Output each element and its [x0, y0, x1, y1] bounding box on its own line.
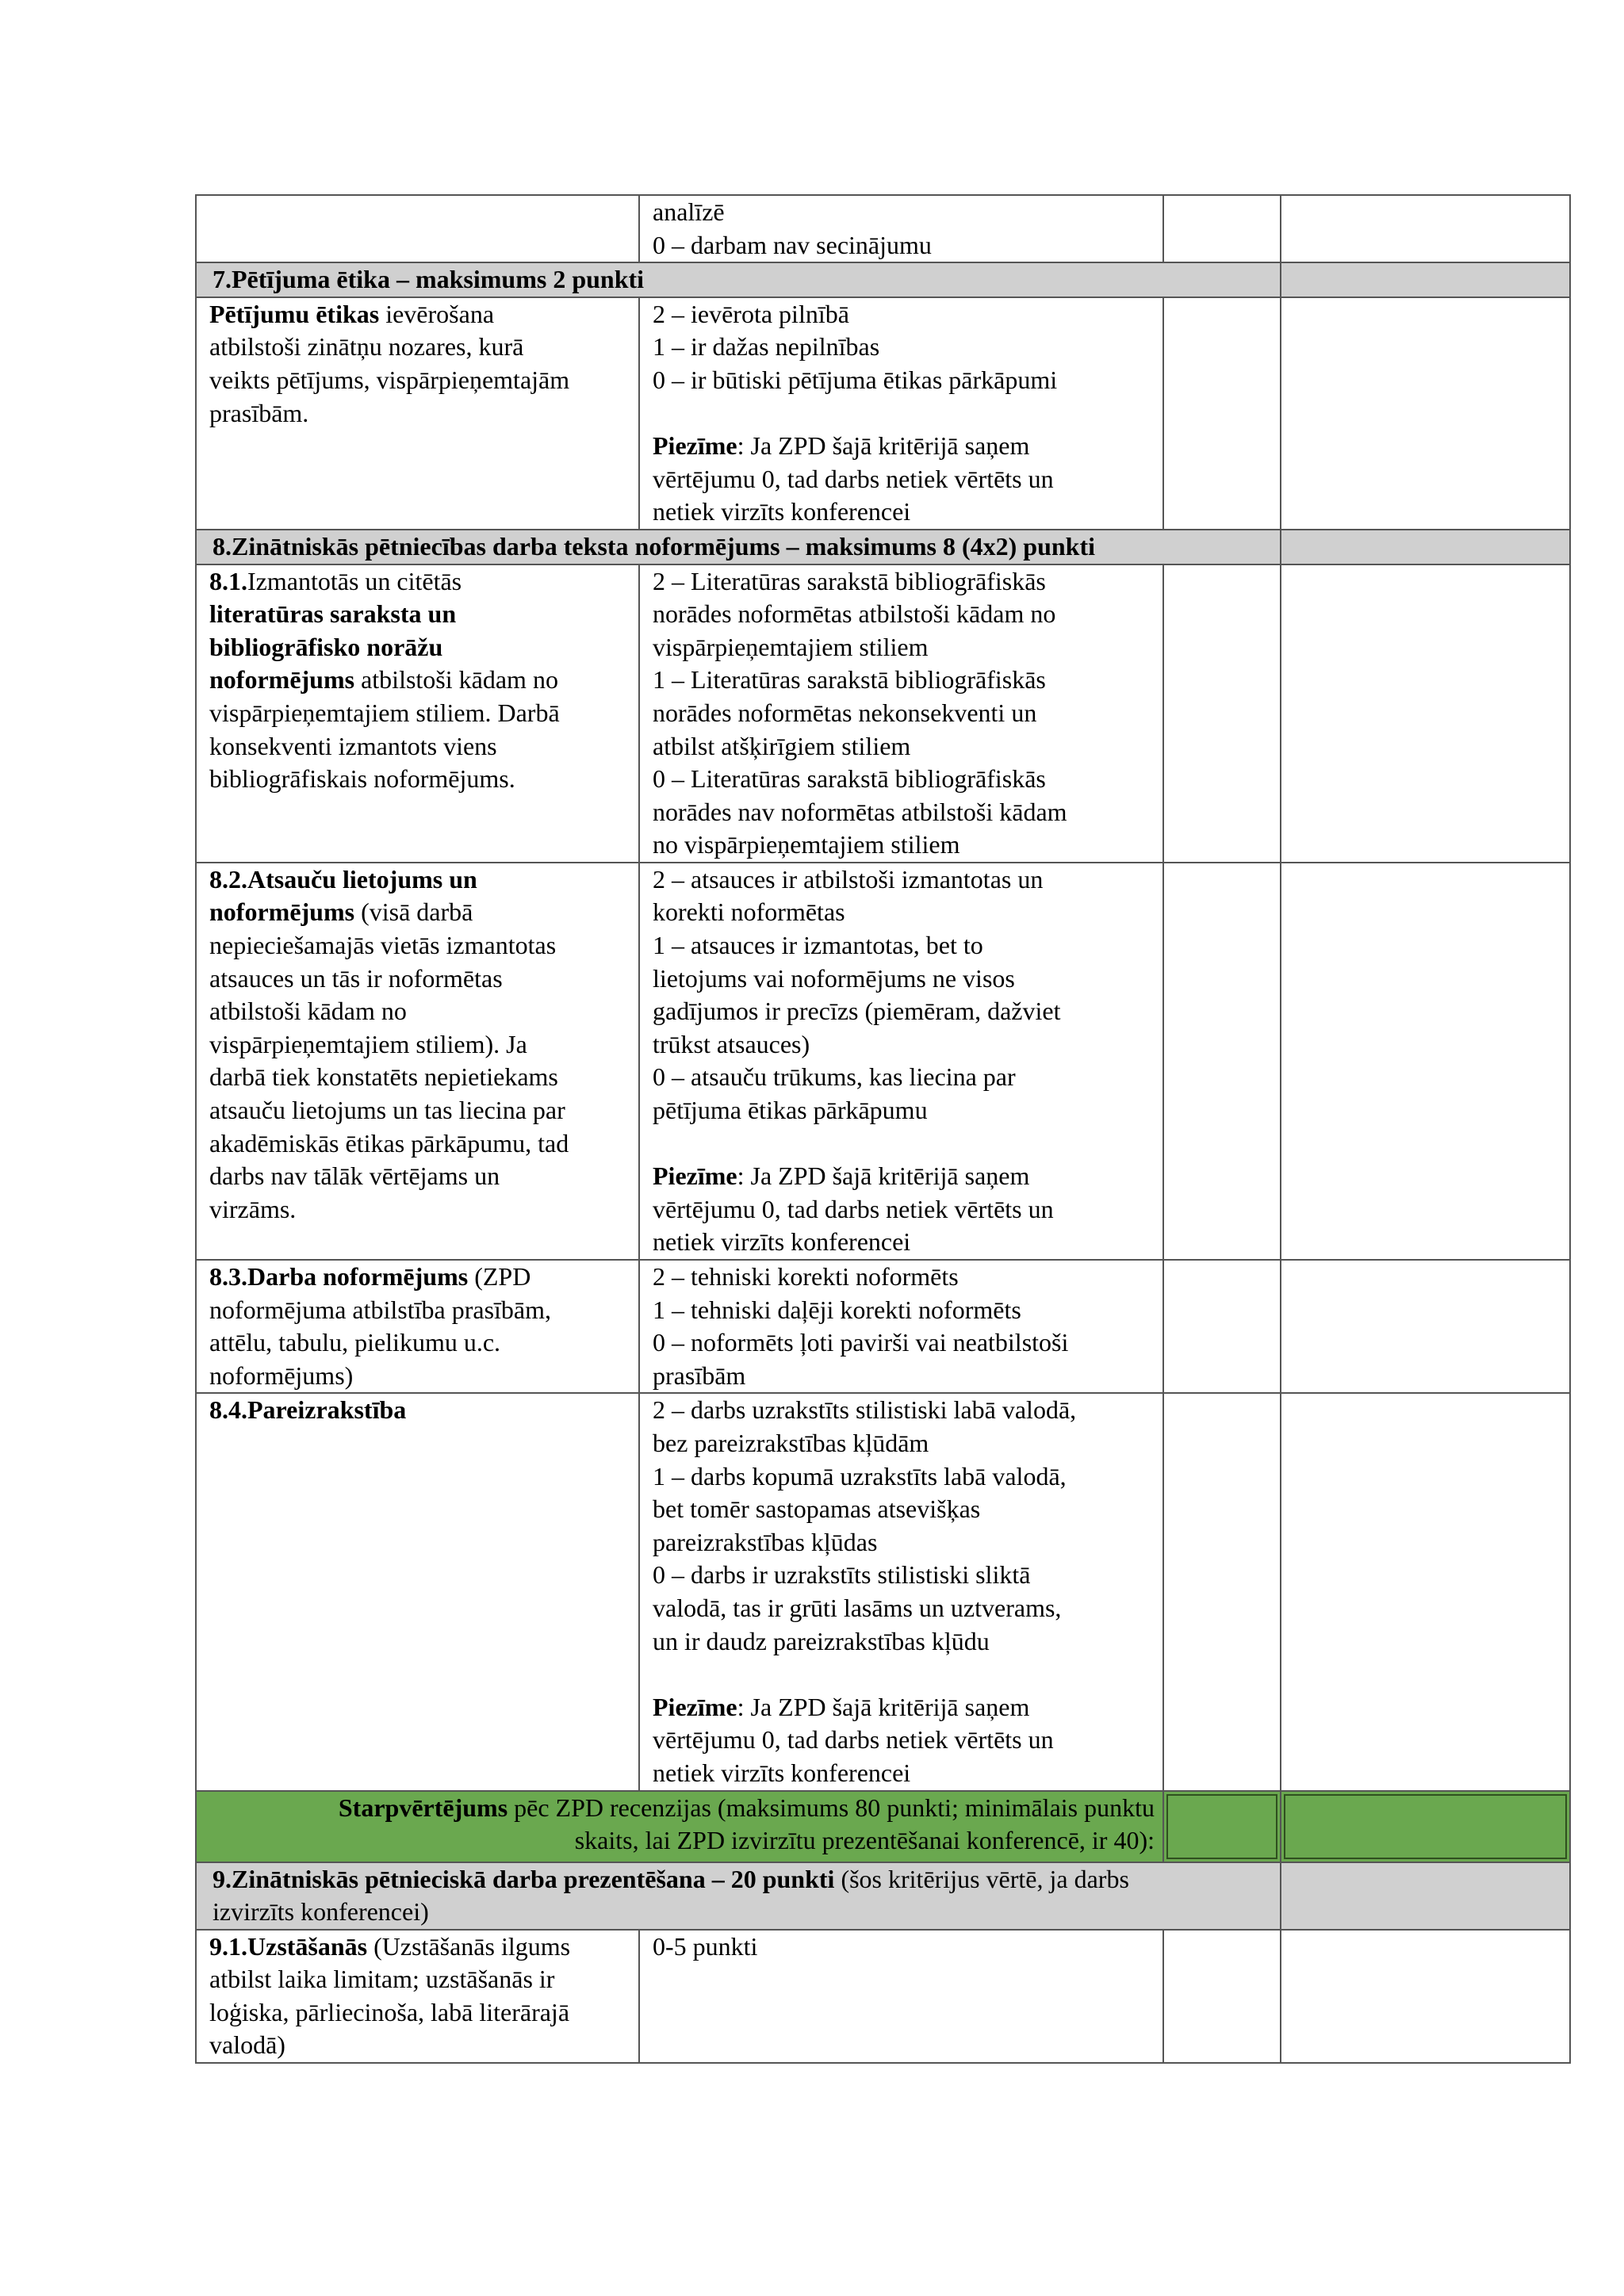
subtotal-text: skaits, lai ZPD izvirzītu prezentēšanai konferencē, ir 40): — [574, 1826, 1155, 1855]
criterion-text: (Uzstāšanās ilgums — [367, 1931, 571, 1961]
descriptor-line: 2 – tehniski korekti noformēts — [653, 1262, 959, 1291]
descriptor-line: norādes noformētas nekonsekventi un — [653, 698, 1037, 727]
subtotal-row — [196, 1791, 1570, 1862]
table-row-8-2 — [196, 863, 1570, 1260]
criterion-cell — [196, 863, 639, 1260]
criterion-cell — [196, 1260, 639, 1393]
criterion-cell — [196, 297, 639, 530]
note-text: : Ja ZPD šajā kritērijā saņem — [737, 1692, 1030, 1721]
descriptor-line: un ir daudz pareizrakstības kļūdu — [653, 1626, 990, 1655]
note-text: : Ja ZPD šajā kritērijā saņem — [737, 1161, 1030, 1191]
descriptor-line: 1 – tehniski daļēji korekti noformēts — [653, 1295, 1021, 1324]
descriptor-line: vispārpieņemtajiem stiliem — [653, 632, 929, 661]
descriptor-line: 0 – noformēts ļoti pavirši vai neatbilstoši — [653, 1328, 1069, 1357]
criterion-text: atsauces un tās ir noformētas — [209, 963, 503, 993]
score-cell — [1163, 1260, 1281, 1393]
criterion-title: 8.4.Pareizrakstība — [209, 1395, 407, 1425]
descriptor-cell — [639, 863, 1163, 1260]
criterion-cell — [196, 564, 639, 863]
descriptor-line: valodā, tas ir grūti lasāms un uztverams, — [653, 1593, 1062, 1622]
criterion-cell — [196, 1393, 639, 1790]
criterion-text: vispārpieņemtajiem stiliem. Darbā — [209, 698, 560, 727]
criterion-text: nepieciešamajās vietās izmantotas — [209, 931, 557, 960]
section-header-9 — [196, 1862, 1570, 1930]
comment-cell — [1281, 1393, 1570, 1790]
criterion-text: noformējuma atbilstība prasībām, — [209, 1295, 551, 1324]
score-cell — [1163, 1393, 1281, 1790]
comment-cell — [1281, 195, 1570, 262]
criterion-text: valodā) — [209, 2030, 285, 2060]
table-row-8-4 — [196, 1393, 1570, 1790]
section-title: 9.Zinātniskās pētnieciskā darba prezentēšana – 20 punkti (šos kritērijus vērtē, ja darbs izvirzīts konferencei) — [196, 1862, 1281, 1930]
comment-cell — [1281, 297, 1570, 530]
descriptor-line: 2 – darbs uzrakstīts stilistiski labā valodā, — [653, 1395, 1077, 1425]
criterion-title: noformējums — [209, 665, 355, 695]
criterion-number: 8.1. — [209, 566, 247, 595]
note-text: : Ja ZPD šajā kritērijā saņem — [737, 431, 1030, 461]
section-title: 8.Zinātniskās pētniecības darba teksta noformējums – maksimums 8 (4x2) punkti — [196, 530, 1281, 564]
criterion-text: attēlu, tabulu, pielikumu u.c. — [209, 1328, 501, 1357]
note-text: netiek virzīts konferencei — [653, 497, 911, 526]
descriptor-line: atbilst atšķirīgiem stiliem — [653, 731, 911, 760]
comment-cell — [1281, 1930, 1570, 2063]
criterion-text: (visā darbā — [354, 897, 473, 927]
descriptor-line: norādes noformētas atbilstoši kādam no — [653, 599, 1056, 629]
descriptor-cell — [639, 1260, 1163, 1393]
criterion-title: 8.2.Atsauču lietojums un — [209, 864, 477, 894]
descriptor-line: 0 – darbam nav secinājumu — [653, 230, 932, 259]
note-label: Piezīme — [653, 1692, 737, 1721]
descriptor-line: trūkst atsauces) — [653, 1029, 810, 1058]
descriptor-cell — [639, 1393, 1163, 1790]
criterion-title: 9.1.Uzstāšanās — [209, 1931, 368, 1961]
criterion-text: atbilst laika limitam; uzstāšanās ir — [209, 1965, 555, 1994]
descriptor-cell — [639, 564, 1163, 863]
criterion-text: akadēmiskās ētikas pārkāpumu, tad — [209, 1128, 569, 1158]
table-row-8-1 — [196, 564, 1570, 863]
descriptor-line: 1 – ir dažas nepilnības — [653, 332, 880, 362]
comment-cell — [1281, 564, 1570, 863]
descriptor-line: analīzē — [653, 197, 725, 226]
criterion-text: atbilstoši kādam no — [209, 997, 407, 1026]
table-row-7 — [196, 297, 1570, 530]
section-header-7 — [196, 262, 1570, 297]
criterion-text: Izmantotās un citētās — [247, 566, 462, 595]
descriptor-line: 0 – ir būtiski pētījuma ētikas pārkāpumi — [653, 365, 1058, 394]
evaluation-table — [195, 194, 1571, 2064]
note-text: vērtējumu 0, tad darbs netiek vērtēts un — [653, 1194, 1054, 1223]
criterion-text: (ZPD — [468, 1262, 531, 1291]
note-text: netiek virzīts konferencei — [653, 1227, 911, 1257]
note-text: vērtējumu 0, tad darbs netiek vērtēts un — [653, 464, 1054, 493]
note-text: vērtējumu 0, tad darbs netiek vērtēts un — [653, 1725, 1054, 1755]
criterion-text: konsekventi izmantots viens — [209, 731, 497, 760]
descriptor-line: korekti noformētas — [653, 897, 845, 927]
section-score-cell — [1281, 530, 1570, 564]
section-header-8 — [196, 530, 1570, 564]
criterion-text: bibliogrāfiskais noformējums. — [209, 764, 515, 794]
subtotal-comment-cell — [1281, 1791, 1570, 1862]
descriptor-line: pareizrakstības kļūdas — [653, 1527, 878, 1556]
descriptor-line: norādes nav noformētas atbilstoši kādam — [653, 797, 1067, 826]
descriptor-line: bez pareizrakstības kļūdām — [653, 1428, 929, 1457]
score-cell — [1163, 564, 1281, 863]
criterion-title: noformējums — [209, 897, 355, 927]
score-cell — [1163, 297, 1281, 530]
note-label: Piezīme — [653, 431, 737, 461]
subtotal-title: Starpvērtējums — [338, 1793, 508, 1822]
criterion-title: bibliogrāfisko norāžu — [209, 632, 443, 661]
section-score-cell — [1281, 1862, 1570, 1930]
criterion-text: prasībām. — [209, 398, 309, 427]
descriptor-line: 2 – atsauces ir atbilstoši izmantotas un — [653, 864, 1044, 894]
note-text: netiek virzīts konferencei — [653, 1758, 911, 1787]
criterion-cell — [196, 1930, 639, 2063]
criterion-text: vispārpieņemtajiem stiliem). Ja — [209, 1029, 527, 1058]
descriptor-line: gadījumos ir precīzs (piemēram, dažviet — [653, 997, 1061, 1026]
descriptor-line: bet tomēr sastopamas atsevišķas — [653, 1494, 981, 1524]
criterion-text: veikts pētījums, vispārpieņemtajām — [209, 365, 570, 394]
criterion-title: 8.3.Darba noformējums — [209, 1262, 469, 1291]
criterion-text: darbs nav tālāk vērtējams un — [209, 1161, 500, 1191]
descriptor-cell — [639, 1930, 1163, 2063]
criterion-text: loģiska, pārliecinoša, labā literārajā — [209, 1997, 570, 2026]
score-cell — [1163, 195, 1281, 262]
criterion-text: darbā tiek konstatēts nepietiekams — [209, 1062, 558, 1092]
subtotal-text: pēc ZPD recenzijas (maksimums 80 punkti; minimālais punktu — [508, 1793, 1155, 1822]
descriptor-line: 0 – Literatūras sarakstā bibliogrāfiskās — [653, 764, 1046, 794]
descriptor-cell — [639, 195, 1163, 262]
descriptor-line: 0 – atsauču trūkums, kas liecina par — [653, 1062, 1016, 1092]
descriptor-line: 2 – ievērota pilnībā — [653, 299, 849, 328]
score-cell — [1163, 863, 1281, 1260]
table-row-8-3 — [196, 1260, 1570, 1393]
descriptor-cell — [639, 297, 1163, 530]
subtotal-label — [196, 1791, 1163, 1862]
descriptor-line: 0 – darbs ir uzrakstīts stilistiski sliktā — [653, 1560, 1031, 1590]
criterion-text: atbilstoši kādam no — [354, 665, 558, 695]
descriptor-line: 0-5 punkti — [653, 1931, 758, 1961]
section-score-cell — [1281, 262, 1570, 297]
criterion-text: virzāms. — [209, 1194, 297, 1223]
criterion-text: noformējums) — [209, 1360, 354, 1390]
subtotal-score-cell — [1163, 1791, 1281, 1862]
comment-cell — [1281, 1260, 1570, 1393]
descriptor-line: no vispārpieņemtajiem stiliem — [653, 830, 960, 859]
criterion-text: ievērošana — [379, 299, 495, 328]
table-row-9-1 — [196, 1930, 1570, 2063]
score-cell — [1163, 1930, 1281, 2063]
criterion-title: literatūras saraksta un — [209, 599, 457, 629]
descriptor-line: 1 – darbs kopumā uzrakstīts labā valodā, — [653, 1461, 1067, 1490]
descriptor-line: 2 – Literatūras sarakstā bibliogrāfiskās — [653, 566, 1046, 595]
criterion-text: atsauču lietojums un tas liecina par — [209, 1096, 565, 1125]
criterion-title: Pētījumu ētikas — [209, 299, 380, 328]
note-label: Piezīme — [653, 1161, 737, 1191]
section-title: 7.Pētījuma ētika – maksimums 2 punkti — [196, 262, 1281, 297]
descriptor-line: prasībām — [653, 1360, 746, 1390]
criterion-text: atbilstoši zinātņu nozares, kurā — [209, 332, 524, 362]
descriptor-line: 1 – atsauces ir izmantotas, bet to — [653, 931, 983, 960]
descriptor-line: 1 – Literatūras sarakstā bibliogrāfiskās — [653, 665, 1046, 695]
criterion-cell — [196, 195, 639, 262]
table-row-continuation — [196, 195, 1570, 262]
descriptor-line: pētījuma ētikas pārkāpumu — [653, 1096, 928, 1125]
descriptor-line: lietojums vai noformējums ne visos — [653, 963, 1015, 993]
comment-cell — [1281, 863, 1570, 1260]
